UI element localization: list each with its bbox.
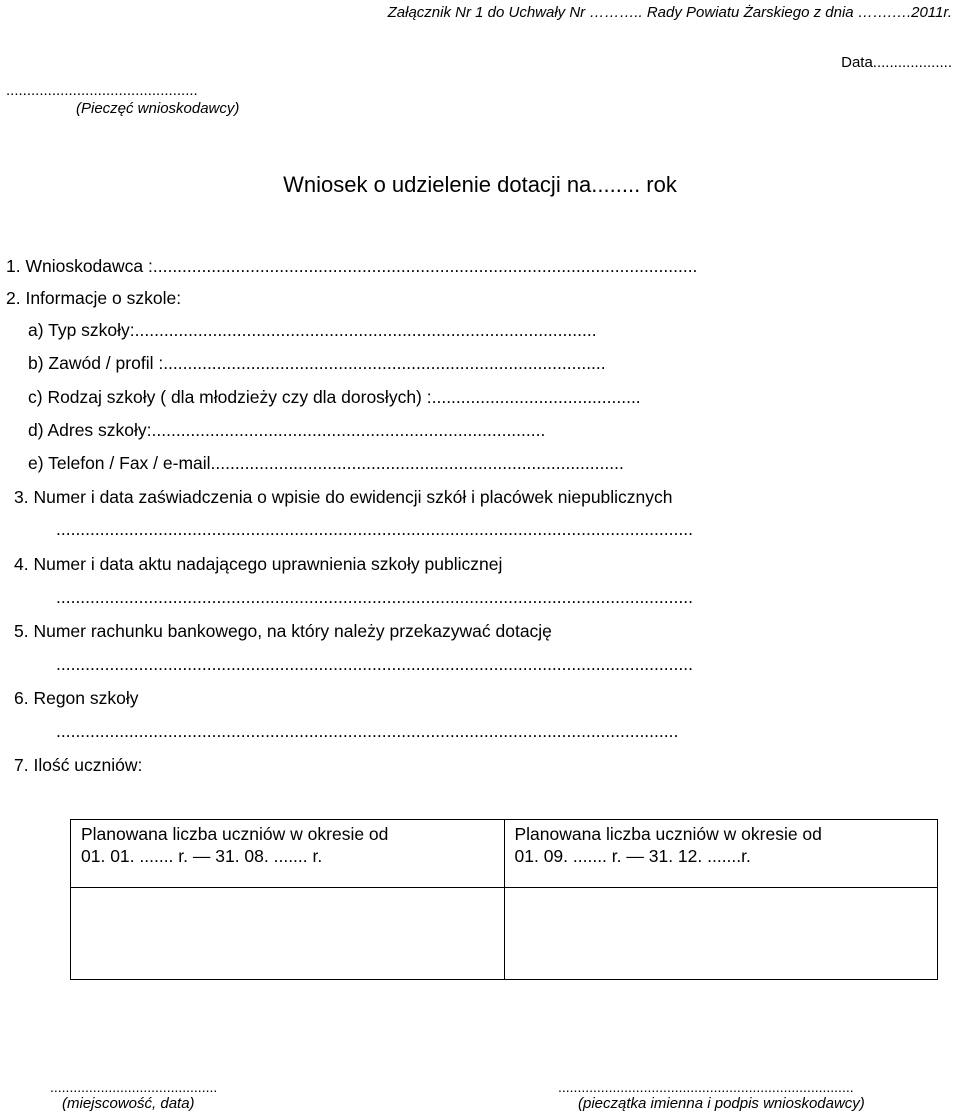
annex-reference: Załącznik Nr 1 do Uchwały Nr ……….. Rady Powiatu Żarskiego z dnia …….….2011r. bbox=[387, 4, 952, 21]
school-type-field: a) Typ szkoły:............................................................................................... bbox=[28, 320, 597, 340]
regon-question: 6. Regon szkoły bbox=[14, 688, 139, 708]
bank-account-question: 5. Numer rachunku bankowego, na który należy przekazywać dotację bbox=[14, 621, 552, 641]
document-title: Wniosek o udzielenie dotacji na........ rok bbox=[283, 172, 677, 197]
regon-answer-line: ................................................................................................................................ bbox=[56, 721, 679, 741]
applicant-stamp-label: (Pieczęć wnioskodawcy) bbox=[76, 100, 240, 117]
registry-certificate-answer-line: ................................................................................................................................... bbox=[56, 519, 693, 539]
header-cell-jan-aug bbox=[71, 820, 505, 888]
table-input-row bbox=[71, 888, 938, 980]
date-field: Data................... bbox=[841, 54, 952, 71]
registry-certificate-question: 3. Numer i data zaświadczenia o wpisie do ewidencji szkół i placówek niepublicznych bbox=[14, 487, 673, 507]
school-kind-field: c) Rodzaj szkoły ( dla młodzieży czy dla dorosłych) :........................................... bbox=[28, 387, 641, 407]
applicant-stamp-line: .............................................. bbox=[6, 82, 198, 99]
students-table bbox=[70, 819, 938, 980]
school-info-heading: 2. Informacje o szkole: bbox=[6, 288, 182, 308]
school-contact-field: e) Telefon / Fax / e-mail..................................................................................... bbox=[28, 453, 624, 473]
public-rights-act-answer-line: ................................................................................................................................... bbox=[56, 587, 693, 607]
students-count-heading: 7. Ilość uczniów: bbox=[14, 755, 143, 775]
students-jan-aug-cell[interactable] bbox=[71, 888, 505, 980]
public-rights-act-question: 4. Numer i data aktu nadającego uprawnienia szkoły publicznej bbox=[14, 554, 503, 574]
header-cell-period: 01. 01. ....... r. — 31. 08. ....... r. bbox=[81, 846, 323, 866]
bank-account-answer-line: ................................................................................................................................... bbox=[56, 654, 693, 674]
header-cell-period: 01. 09. ....... r. — 31. 12. .......r. bbox=[514, 846, 751, 866]
school-address-field: d) Adres szkoły:................................................................................. bbox=[28, 420, 546, 440]
applicant-field: 1. Wnioskodawca :................................................................................................................ bbox=[6, 256, 698, 276]
signature-line: ............................................................................ bbox=[558, 1079, 854, 1095]
table-header-row bbox=[71, 820, 938, 888]
header-cell-sep-dec bbox=[504, 820, 938, 888]
school-profile-field: b) Zawód / profil :........................................................................................... bbox=[28, 353, 606, 373]
students-sep-dec-cell[interactable] bbox=[504, 888, 938, 980]
place-date-label: (miejscowość, data) bbox=[62, 1095, 195, 1112]
header-cell-text: Planowana liczba uczniów w okresie od bbox=[514, 824, 822, 844]
place-date-line: ........................................... bbox=[50, 1079, 218, 1095]
header-cell-text: Planowana liczba uczniów w okresie od bbox=[81, 824, 389, 844]
signature-label: (pieczątka imienna i podpis wnioskodawcy) bbox=[578, 1095, 865, 1112]
